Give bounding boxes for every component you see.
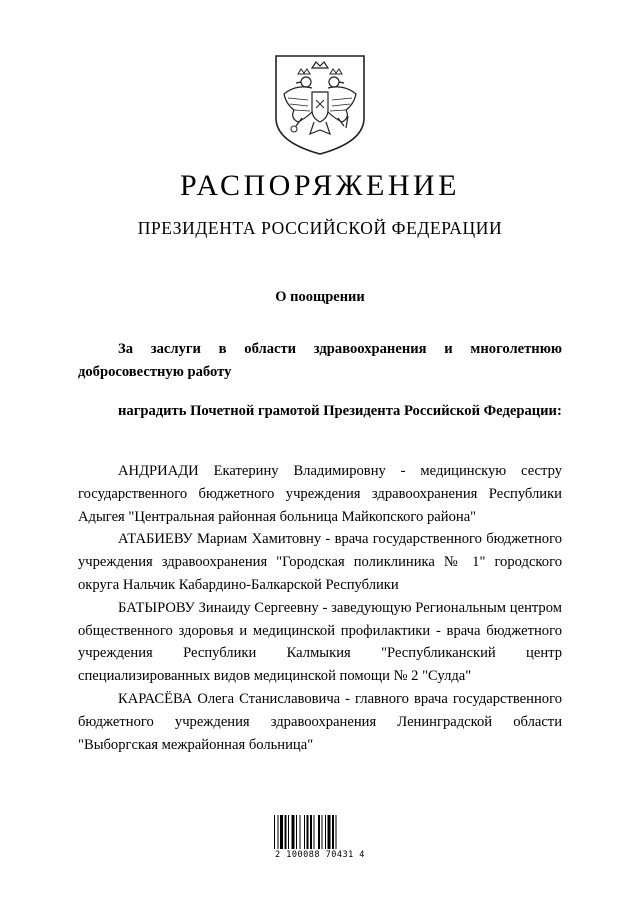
merit-paragraph: За заслуги в области здравоохранения и многолетнюю добросовестную работу <box>78 341 562 380</box>
barcode <box>274 815 366 849</box>
award-paragraph: наградить Почетной грамотой Президента Российской Федерации: <box>118 403 562 419</box>
barcode-number: 2 100088 70431 4 <box>275 850 365 860</box>
document-subtitle: ПРЕЗИДЕНТА РОССИЙСКОЙ ФЕДЕРАЦИИ <box>137 218 503 238</box>
awardee-list <box>78 460 562 756</box>
awardee-item: АНДРИАДИ Екатерину Владимировну - медицинскую сестру государственного бюджетного учреждения здравоохранения Республики Адыгея "Центральная районная больница Майкопского района" <box>78 463 562 525</box>
awardee-item: БАТЫРОВУ Зинаиду Сергеевну - заведующую Региональным центром общественного здоровья и медицинской профилактики - врача бюджетного учреждения Республики Калмыкия "Республиканский центр специализированных видов медицинской помощи № 2 "Сулда" <box>78 599 562 685</box>
document-heading: О поощрении <box>275 289 365 305</box>
awardee-item: КАРАСЁВА Олега Станиславовича - главного врача государственного бюджетного учреждения здравоохранения Ленинградской области "Выборгская межрайонная больница" <box>78 690 562 753</box>
awardee-item: АТАБИЕВУ Мариам Хамитовну - врача государственного бюджетного учреждения здравоохранения "Городская поликлиника № 1" городского округа Нальчик Кабардино-Балкарской Республики <box>78 531 562 593</box>
russian-coat-of-arms-icon <box>272 52 368 156</box>
document-title: РАСПОРЯЖЕНИЕ <box>179 169 461 202</box>
